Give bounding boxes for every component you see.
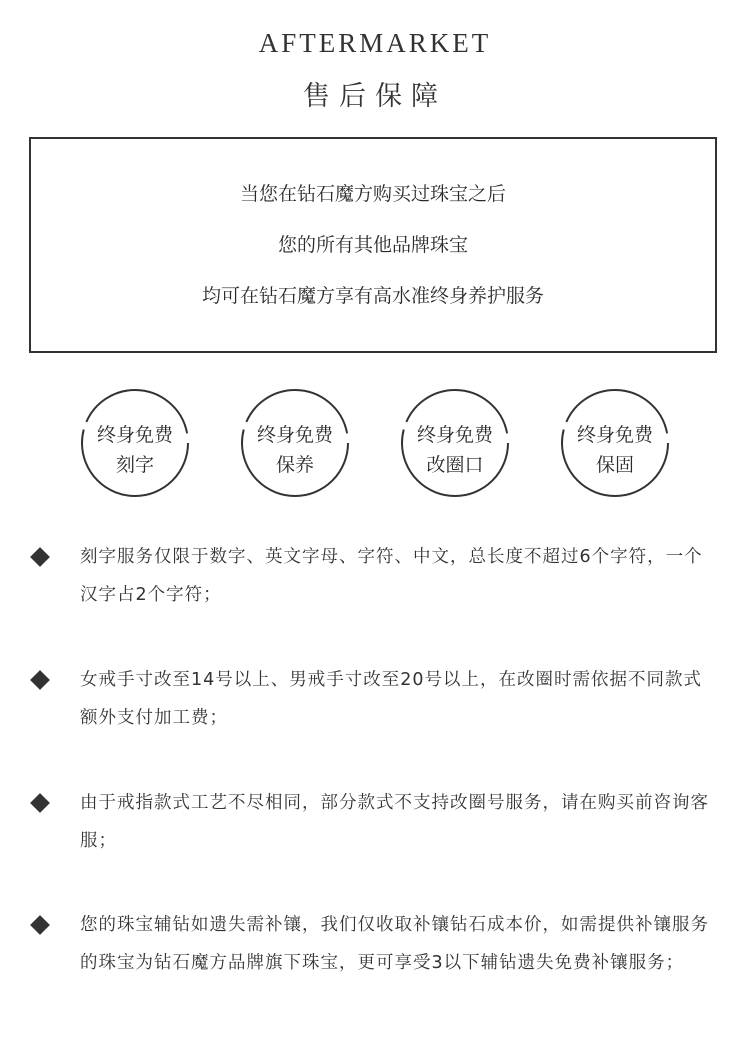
term-item: 您的珠宝辅钻如遗失需补镶，我们仅收取补镶钻石成本价，如需提供补镶服务的珠宝为钻石魔方品牌旗下珠宝，更可享受3以下辅钻遗失免费补镶服务； (80, 915, 709, 973)
intro-box (29, 137, 717, 353)
diamond-bullet-icon (30, 793, 50, 813)
service-badge-engraving (80, 388, 190, 498)
badge-line2: 刻字 (115, 454, 154, 476)
intro-line: 您的所有其他品牌珠宝 (277, 234, 468, 256)
badge-line2: 改圈口 (426, 454, 484, 476)
badge-line2: 保养 (275, 454, 314, 476)
badge-line1: 终身免费 (256, 424, 333, 446)
badge-line1: 终身免费 (96, 424, 173, 446)
term-item: 由于戒指款式工艺不尽相同，部分款式不支持改圈号服务，请在购买前咨询客服； (80, 793, 709, 851)
badge-line1: 终身免费 (576, 424, 653, 446)
diamond-bullet-icon (30, 670, 50, 690)
service-badge-warranty (560, 388, 670, 498)
term-item: 女戒手寸改至14号以上、男戒手寸改至20号以上，在改圈时需依据不同款式额外支付加工费； (80, 670, 703, 728)
badge-line1: 终身免费 (416, 424, 493, 446)
term-item: 刻字服务仅限于数字、英文字母、字符、中文，总长度不超过6个字符，一个汉字占2个字符； (80, 547, 703, 605)
badge-line2: 保固 (595, 454, 634, 476)
diamond-bullet-icon (30, 915, 50, 935)
intro-line: 均可在钻石魔方享有高水准终身养护服务 (201, 285, 544, 307)
intro-line: 当您在钻石魔方购买过珠宝之后 (239, 183, 506, 205)
service-badge-resizing (400, 388, 510, 498)
page-title-en: AFTERMARKET (258, 28, 492, 58)
diamond-bullet-icon (30, 547, 50, 567)
page-title-zh: 售后保障 (303, 81, 447, 112)
service-badge-maintenance (240, 388, 350, 498)
